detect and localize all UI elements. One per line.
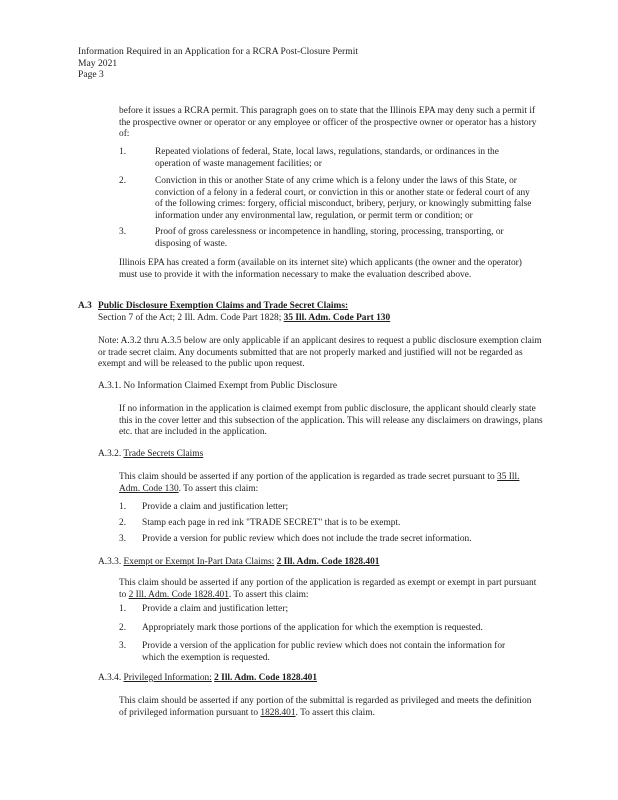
list-item-number: 2. <box>119 176 127 186</box>
list-item-number: 2. <box>119 623 127 633</box>
header-title: Information Required in an Application for a RCRA Post-Closure Permit <box>78 46 359 57</box>
list-item-number: 1. <box>119 502 127 512</box>
list-item-text: Provide a version for public review which does not include the trade secret information. <box>142 534 472 544</box>
a34-body-reference[interactable]: 1828.401 <box>260 707 296 718</box>
a34-body-end: . To assert this claim. <box>295 707 375 718</box>
section-a3-reference <box>98 313 548 325</box>
list-item-number: 1. <box>119 147 127 157</box>
a32-title: Trade Secrets Claims <box>123 449 204 459</box>
a33-body-text: This claim should be asserted if any portion of the application is regarded as exempt or exempt in part pursuant to <box>119 578 537 600</box>
section-a3-note: Note: A.3.2 thru A.3.5 below are only applicable if an applicant desires to request a public disclosure exemption claim or trade secret claim. Any documents submitted that are not properly marked and justified will not be regarded as exempt and will be released to the public upon request. <box>98 336 542 370</box>
epa-form-paragraph: Illinois EPA has created a form (available on its internet site) which applicants (the owner and the operator) must use to provide it with the information necessary to make the evaluation described above. <box>119 258 522 280</box>
a34-title-reference[interactable]: 2 Ill. Adm. Code 1828.401 <box>214 673 318 683</box>
list-item-number: 3. <box>119 227 127 237</box>
list-item-text: Proof of gross carelessness or incompetence in handling, storing, processing, transporting, or disposing of waste. <box>155 227 504 249</box>
list-item-text: Repeated violations of federal, State, local laws, regulations, standards, or ordinances in the operation of waste management facilities; or <box>155 147 499 169</box>
page-header <box>78 46 358 81</box>
a32-heading <box>98 449 538 461</box>
a32-label: A.3.2. <box>98 449 122 459</box>
a33-title-reference[interactable]: 2 Ill. Adm. Code 1828.401 <box>276 557 380 567</box>
a34-label: A.3.4. <box>98 673 122 683</box>
header-page-number: Page 3 <box>78 69 104 80</box>
list-item-text: Conviction in this or another State of any crime which is a felony under the laws of this State, or conviction of a felony in a federal court, or conviction in this or another state or federal court of any of the following crimes: forgery, official misconduct, bribery, perjury, or knowingly submitting false information under any environmental law, regulation, or permit term or condition; or <box>155 176 532 221</box>
list-item-text: Provide a claim and justification letter; <box>142 502 289 512</box>
a33-label: A.3.3. <box>98 557 122 567</box>
list-item-number: 2. <box>119 518 127 528</box>
intro-paragraph: before it issues a RCRA permit. This paragraph goes on to state that the Illinois EPA may deny such a permit if the prospective owner or operator or any employee or officer of the prospective owner or operator has a history of: <box>119 106 537 140</box>
section-number: A.3 <box>78 301 92 311</box>
list-item-number: 3. <box>119 641 127 651</box>
list-item-text: Provide a version of the application for public review which does not contain the information for which the exemption is requested. <box>142 641 506 663</box>
list-item-text: Provide a claim and justification letter; <box>142 604 289 614</box>
section-a3-heading <box>78 301 548 313</box>
a32-body-end: . To assert this claim: <box>178 483 259 494</box>
list-item-text: Stamp each page in red ink "TRADE SECRET" that is to be exempt. <box>142 518 401 528</box>
a32-body-reference[interactable]: 35 Ill. Adm. Code 130 <box>119 472 520 494</box>
a33-body <box>119 578 539 601</box>
a33-body-reference[interactable]: 2 Ill. Adm. Code 1828.401 <box>128 589 229 600</box>
a33-title: Exempt or Exempt In-Part Data Claims: <box>123 557 275 567</box>
list-item-text: Appropriately mark those portions of the application for which the exemption is requested. <box>142 623 483 633</box>
list-item-number: 3. <box>119 534 127 544</box>
a31-body: If no information in the application is claimed exempt from public disclosure, the applicant should clearly state this in the cover letter and this subsection of the application. This will release any disclaimers on drawings, plans etc. that are included in the application. <box>119 404 543 438</box>
reference-text: Section 7 of the Act; 2 Ill. Adm. Code Part 1828; <box>98 313 282 323</box>
section-title: Public Disclosure Exemption Claims and Trade Secret Claims: <box>98 301 349 311</box>
a34-body <box>119 696 539 719</box>
a34-body-text: This claim should be asserted if any portion of the submittal is regarded as privileged and meets the definition of privileged information pursuant to <box>119 696 532 718</box>
list-item-number: 1. <box>119 604 127 614</box>
header-date: May 2021 <box>78 57 118 69</box>
a32-body-text: This claim should be asserted if any portion of the application is regarded as trade secret pursuant to <box>119 472 495 482</box>
a32-body <box>119 472 531 495</box>
a34-title: Privileged Information: <box>123 673 212 683</box>
a33-body-end: . To assert this claim: <box>228 589 309 600</box>
a34-heading <box>98 673 548 685</box>
reference-link[interactable]: 35 Ill. Adm. Code Part 130 <box>283 313 391 323</box>
a31-heading: A.3.1. No Information Claimed Exempt from Public Disclosure <box>98 381 338 391</box>
a33-heading <box>98 557 548 569</box>
